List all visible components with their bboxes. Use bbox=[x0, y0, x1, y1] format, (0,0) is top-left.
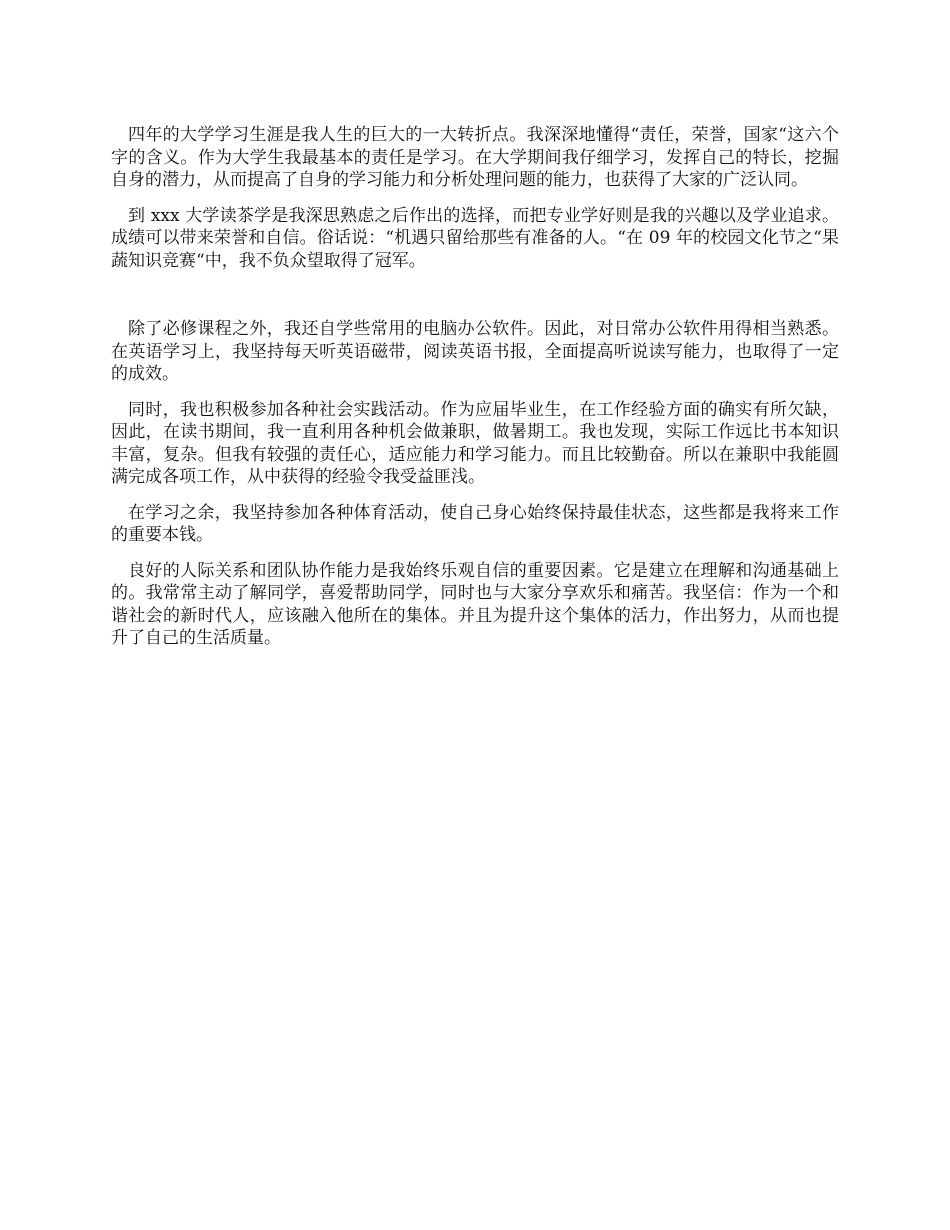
paragraph-6: 良好的人际关系和团队协作能力是我始终乐观自信的重要因素。它是建立在理解和沟通基础上的。我常常主动了解同学，喜爱帮助同学，同时也与大家分享欢乐和痛苦。我坚信：作为一个和谐社会的新时代人，应该融入他所在的集体。并且为提升这个集体的活力，作出努力，从而也提升了自己的生活质量。 bbox=[111, 560, 839, 648]
paragraph-2: 到 xxx 大学读茶学是我深思熟虑之后作出的选择，而把专业学好则是我的兴趣以及学业追求。成绩可以带来荣誉和自信。俗话说：“机遇只留给那些有准备的人。“在 09 年的校园文化节之“果蔬知识竞赛“中，我不负众望取得了冠军。 bbox=[111, 205, 839, 271]
paragraph-4: 同时，我也积极参加各种社会实践活动。作为应届毕业生，在工作经验方面的确实有所欠缺，因此，在读书期间，我一直利用各种机会做兼职，做暑期工。我也发现，实际工作远比书本知识丰富，复杂。但我有较强的责任心，适应能力和学习能力。而且比较勤奋。所以在兼职中我能圆满完成各项工作，从中获得的经验令我受益匪浅。 bbox=[111, 399, 839, 487]
paragraph-3: 除了必修课程之外，我还自学些常用的电脑办公软件。因此，对日常办公软件用得相当熟悉。在英语学习上，我坚持每天听英语磁带，阅读英语书报，全面提高听说读写能力，也取得了一定的成效。 bbox=[111, 319, 839, 384]
paragraph-5: 在学习之余，我坚持参加各种体育活动，使自己身心始终保持最佳状态，这些都是我将来工作的重要本钱。 bbox=[111, 502, 839, 545]
document-body bbox=[111, 124, 839, 663]
paragraph-1: 四年的大学学习生涯是我人生的巨大的一大转折点。我深深地懂得“责任，荣誉，国家“这六个字的含义。作为大学生我最基本的责任是学习。在大学期间我仔细学习，发挥自己的特长，挖掘自身的潜力，从而提高了自身的学习能力和分析处理问题的能力，也获得了大家的广泛认同。 bbox=[111, 125, 839, 190]
